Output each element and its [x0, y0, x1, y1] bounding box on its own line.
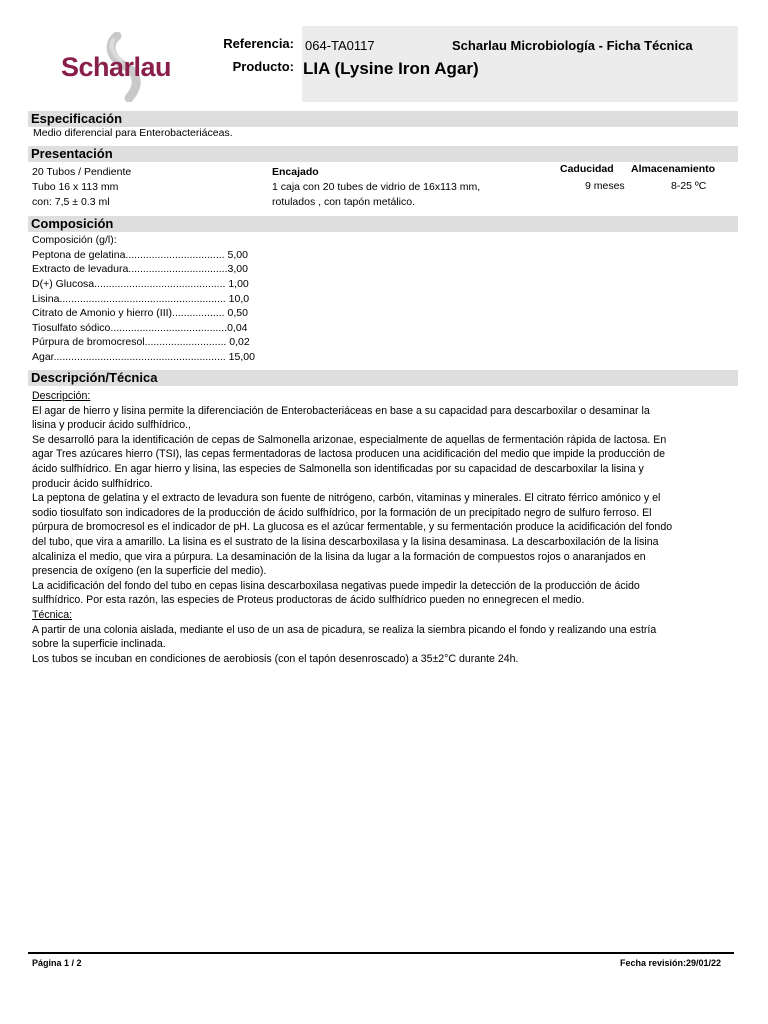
footer-divider	[28, 952, 734, 954]
composicion-item: Tiosulfato sódico........................................0,04	[32, 322, 248, 334]
descripcion-line: alcaliniza el medio, que vira a púrpura. La desaminación de la lisina da lugar a la formación de compuestos rojos o anaranjados en	[32, 550, 646, 563]
descripcion-line: presencia de oxígeno (en la superficie del medio).	[32, 565, 267, 578]
caducidad-label: Caducidad	[560, 163, 614, 175]
almacenamiento-value: 8-25 ºC	[671, 180, 707, 192]
section-especificacion: Especificación	[28, 111, 738, 127]
composicion-item: Lisina......................................................... 10,0	[32, 293, 250, 305]
revision-date: Fecha revisión:29/01/22	[620, 958, 722, 968]
descripcion-line: El agar de hierro y lisina permite la diferenciación de Enterobacteriáceas en base a su capacidad para descarboxilar o desaminar la	[32, 404, 650, 417]
section-descripcion: Descripción/Técnica	[28, 370, 738, 386]
logo-text: Scharlau	[61, 52, 172, 82]
presentacion-line: 20 Tubos / Pendiente	[32, 166, 132, 178]
composicion-item: D(+) Glucosa............................................. 1,00	[32, 278, 249, 290]
reference-value: 064-TA0117	[305, 38, 375, 53]
encajado-label: Encajado	[272, 166, 319, 178]
presentacion-line: con: 7,5 ± 0.3 ml	[32, 196, 110, 208]
composicion-intro: Composición (g/l):	[32, 234, 117, 246]
reference-label: Referencia:	[223, 36, 294, 51]
descripcion-body	[32, 389, 738, 666]
descripcion-line: púrpura de bromocresol es el indicador de pH. La glucosa es el azúcar fermentable, y su fermentación produce la acidificación del fondo	[32, 521, 673, 534]
descripcion-line: producir ácido sulfhídrico.	[32, 477, 153, 490]
descripcion-subheading: Descripción:	[32, 390, 91, 402]
encajado-line: 1 caja con 20 tubes de vidrio de 16x113 mm,	[272, 181, 481, 193]
composicion-item: Citrato de Amonio y hierro (III).................. 0,50	[32, 307, 248, 319]
descripcion-line: La peptona de gelatina y el extracto de levadura son fuente de nitrógeno, carbón, vitaminas y minerales. El citrato férrico amónico y el	[32, 492, 661, 505]
descripcion-line: ácido sulfhídrico. En agar hierro y lisina, las especies de Salmonella son identificadas por su capacidad de descarboxilar la lisina y	[32, 462, 644, 475]
tecnica-line: sobre la superficie inclinada.	[32, 638, 166, 651]
caducidad-value: 9 meses	[585, 180, 625, 192]
section-presentacion: Presentación	[28, 146, 738, 162]
composicion-item: Púrpura de bromocresol............................ 0,02	[32, 336, 250, 348]
document-title: Scharlau Microbiología - Ficha Técnica	[452, 38, 693, 53]
encajado-line: rotulados , con tapón metálico.	[272, 196, 416, 208]
descripcion-line: Se desarrolló para la identificación de cepas de Salmonella arizonae, especialmente de aquellas de fermentación rápida de lactosa. En	[32, 433, 667, 446]
tecnica-subheading: Técnica:	[32, 608, 73, 621]
descripcion-line: del tubo, que vira a amarillo. La lisina es el sustrato de la lisina descarboxilasa y la lisina desaminasa. La descarboxilación de la lisina	[32, 535, 659, 548]
presentacion-line: Tubo 16 x 113 mm	[32, 181, 119, 193]
product-value: LIA (Lysine Iron Agar)	[303, 59, 479, 78]
descripcion-line: sodio tiosulfato son indicadores de la producción de ácido sulfhídrico, por la formación de un precipitado negro de sulfuro ferroso. El	[32, 506, 652, 519]
descripcion-line: lisina y producir ácido sulfhídrico.,	[32, 419, 191, 432]
especificacion-text: Medio diferencial para Enterobacteriáceas.	[33, 127, 233, 139]
product-label: Producto:	[232, 59, 294, 74]
section-composicion: Composición	[28, 216, 738, 232]
descripcion-line: sulfhídrico. Por esta razón, las especies de Proteus productoras de ácido sulfhídrico pueden no ennegrecen el medio.	[32, 594, 585, 607]
descripcion-line: agar Tres azúcares hierro (TSI), las cepas fermentadoras de lactosa producen una acidificación del medio que impide la producción de	[32, 448, 666, 461]
descripcion-line: La acidificación del fondo del tubo en cepas lisina descarboxilasa negativas puede impedir la detección de la producción de ácido	[32, 579, 640, 592]
almacenamiento-label: Almacenamiento	[631, 163, 716, 175]
composicion-item: Peptona de gelatina.................................. 5,00	[32, 249, 248, 261]
tecnica-line: Los tubos se incuban en condiciones de aerobiosis (con el tapón desenroscado) a 35±2°C durante 24h.	[32, 652, 519, 665]
composicion-item: Extracto de levadura..................................3,00	[32, 263, 248, 275]
tecnica-line: A partir de una colonia aislada, mediante el uso de un asa de picadura, se realiza la siembra picando el fondo y realizando una estría	[32, 623, 657, 636]
page-number: Página 1 / 2	[32, 958, 82, 968]
composicion-item: Agar........................................................... 15,00	[32, 351, 255, 363]
